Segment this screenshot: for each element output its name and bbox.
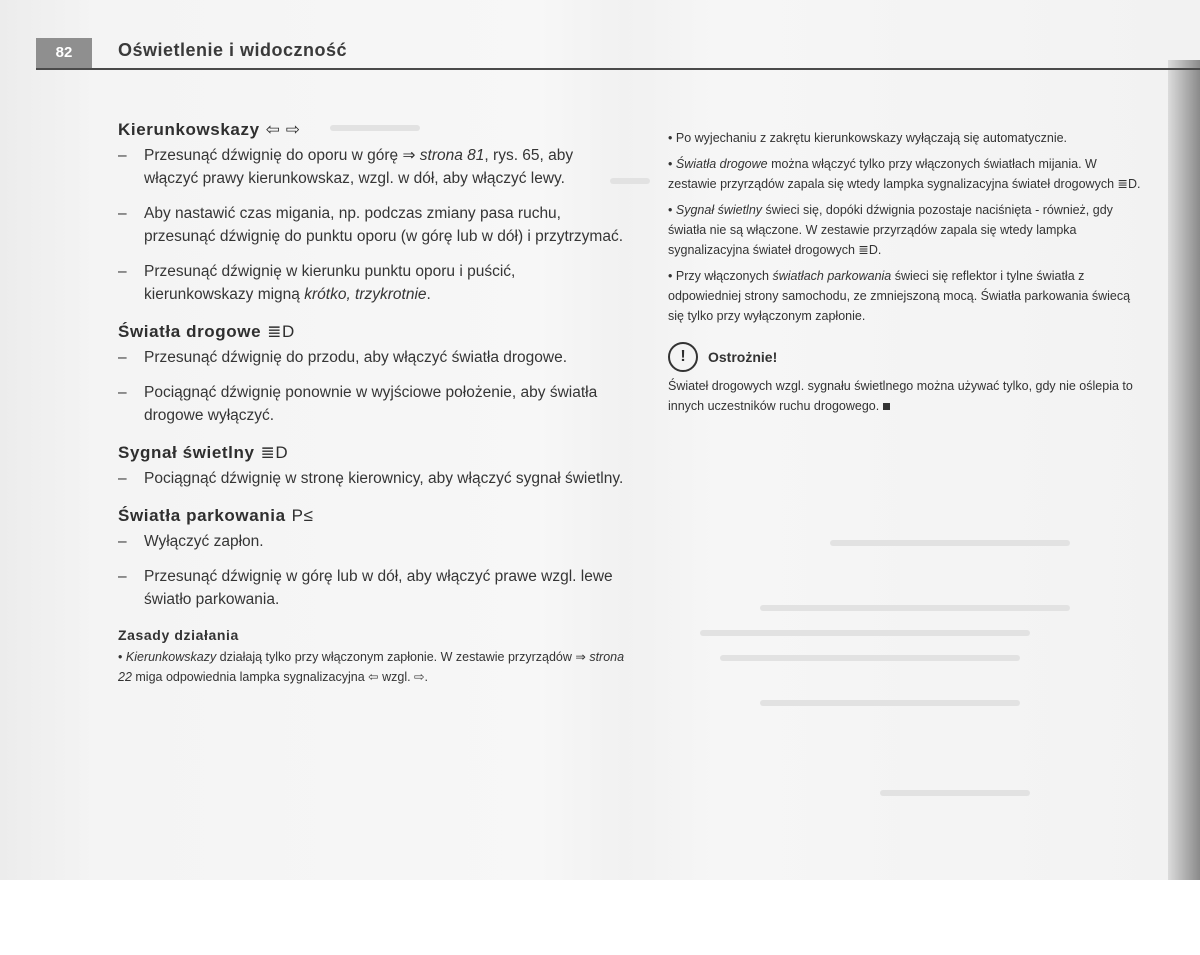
parking-light-icon: P≤ bbox=[291, 506, 314, 525]
section-heading: Światła drogowe ≣D bbox=[118, 322, 295, 341]
page-edge-shadow bbox=[1168, 60, 1200, 880]
page-number: 82 bbox=[36, 38, 92, 68]
turn-signal-icon: ⇦ ⇨ bbox=[265, 120, 301, 139]
right-column bbox=[668, 128, 1148, 422]
bleed-through bbox=[700, 630, 1030, 636]
high-beam-icon: ≣D bbox=[267, 322, 295, 341]
high-beam-icon: ≣D bbox=[260, 443, 289, 462]
list-item: – Przesunąć dźwignię w kierunku punktu oporu i puścić, kierunkowskazy migną krótko, trzykrotnie. bbox=[118, 263, 516, 303]
note-paragraph: • Po wyjechaniu z zakrętu kierunkowskazy wyłączają się automatycznie. bbox=[668, 131, 1068, 145]
note-paragraph: • Światła drogowe można włączyć tylko przy włączonych światłach mijania. W zestawie przyrządów zapala się wtedy lampka sygnalizacyjna świateł drogowych ≣D. bbox=[668, 157, 1141, 191]
section-headlight-flasher bbox=[118, 443, 628, 490]
list-item: – Aby nastawić czas migania, np. podczas zmiany pasa ruchu, przesunąć dźwignię do punktu oporu (w górę lub w dół) i przytrzymać. bbox=[118, 205, 624, 245]
section-heading: Kierunkowskazy ⇦ ⇨ bbox=[118, 120, 301, 139]
end-of-section-mark bbox=[883, 403, 890, 410]
bleed-through bbox=[880, 790, 1030, 796]
note-paragraph: • Przy włączonych światłach parkowania świeci się reflektor i tylne światła z odpowiedniej strony samochodu, ze zmniejszoną mocą. Światła parkowania świecą się tylko przy wyłączonym zapłonie. bbox=[668, 269, 1131, 323]
section-parking-lights bbox=[118, 506, 628, 611]
note-paragraph: • Sygnał świetlny świeci się, dopóki dźwignia pozostaje naciśnięta - również, gdy światła nie są włączone. W zestawie przyrządów zapala się wtedy lampka sygnalizacyjna świateł drogowych ≣D. bbox=[668, 203, 1113, 257]
list-item: – Wyłączyć zapłon. bbox=[118, 533, 264, 550]
list-item: – Przesunąć dźwignię do oporu w górę ⇒ strona 81, rys. 65, aby włączyć prawy kierunkowskaz, wzgl. w dół, aby włączyć lewy. bbox=[118, 147, 574, 187]
warning-title: Ostrożnie! bbox=[708, 349, 778, 365]
section-principles bbox=[118, 627, 628, 687]
section-heading: Sygnał świetlny ≣D bbox=[118, 443, 289, 462]
left-column bbox=[118, 120, 628, 693]
bleed-through bbox=[720, 655, 1020, 661]
list-item: – Przesunąć dźwignię w górę lub w dół, aby włączyć prawe wzgl. lewe światło parkowania. bbox=[118, 568, 613, 608]
bleed-through bbox=[760, 605, 1070, 611]
section-turn-signals bbox=[118, 120, 628, 306]
principles-text: • Kierunkowskazy działają tylko przy włączonym zapłonie. W zestawie przyrządów ⇒ strona 22 miga odpowiednia lampka sygnalizacyjna ⇦ wzgl. ⇨. bbox=[118, 650, 625, 684]
bleed-through bbox=[830, 540, 1070, 546]
page-title: Oświetlenie i widoczność bbox=[118, 40, 348, 60]
warning-heading bbox=[668, 342, 1148, 372]
section-high-beam bbox=[118, 322, 628, 427]
section-heading: Światła parkowania P≤ bbox=[118, 506, 314, 525]
bleed-through bbox=[760, 700, 1020, 706]
list-item: – Pociągnąć dźwignię w stronę kierownicy, aby włączyć sygnał świetlny. bbox=[118, 470, 624, 487]
warning-icon: ! bbox=[668, 342, 698, 372]
subsection-heading: Zasady działania bbox=[118, 627, 239, 643]
warning-text: Świateł drogowych wzgl. sygnału świetlnego można używać tylko, gdy nie oślepia to innych uczestników ruchu drogowego. bbox=[668, 379, 1133, 413]
header-divider bbox=[36, 68, 1200, 70]
list-item: – Pociągnąć dźwignię ponownie w wyjściowe położenie, aby światła drogowe wyłączyć. bbox=[118, 384, 598, 424]
list-item: – Przesunąć dźwignię do przodu, aby włączyć światła drogowe. bbox=[118, 349, 568, 366]
